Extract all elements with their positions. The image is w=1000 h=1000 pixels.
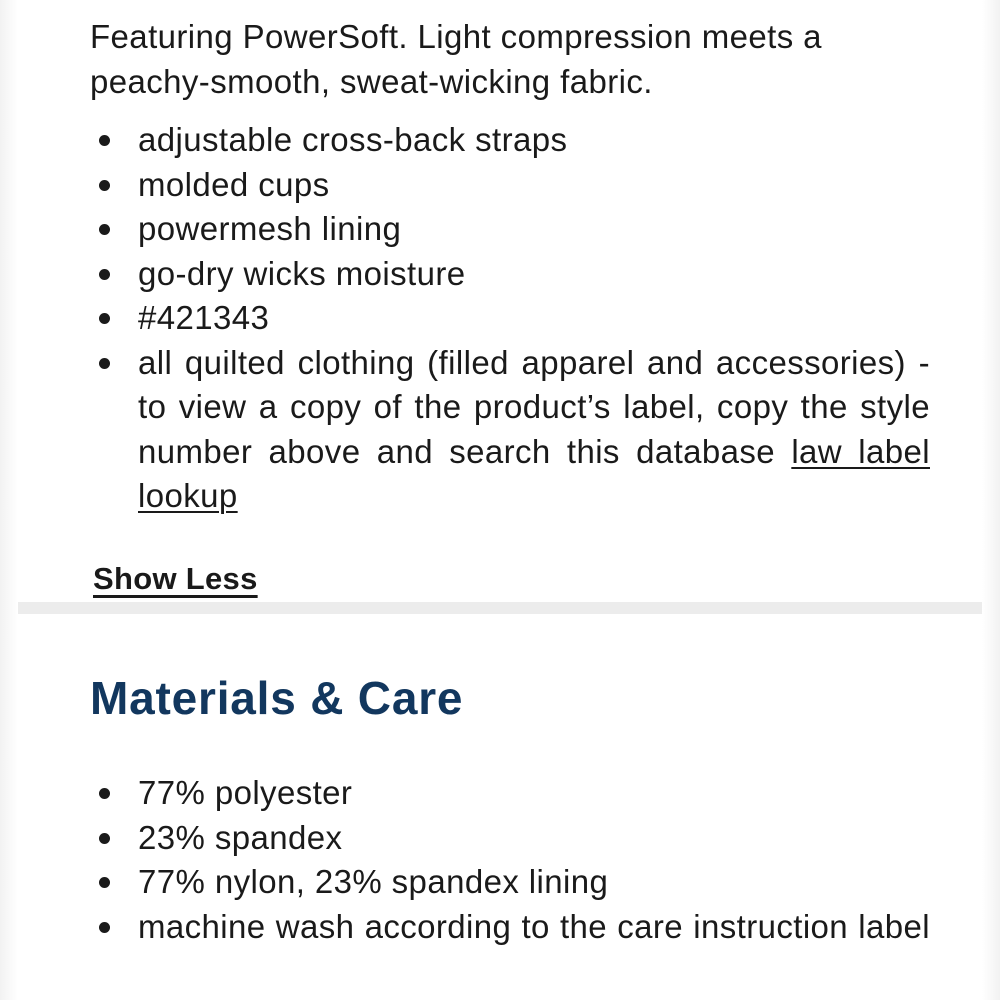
law-label-lookup-link[interactable]: law label lookup bbox=[138, 432, 930, 514]
feature-item: go-dry wicks moisture bbox=[90, 252, 930, 297]
quilted-note-text: all quilted clothing (filled apparel and accessories) - to view a copy of the product’s label, copy the style number above and search this database bbox=[138, 343, 930, 470]
materials-care-list bbox=[90, 771, 930, 994]
materials-care-heading: Materials & Care bbox=[90, 672, 464, 724]
feature-item: molded cups bbox=[90, 163, 930, 208]
care-instruction-item: machine wash according to the care instruction label bbox=[90, 905, 930, 994]
material-item: 77% nylon, 23% spandex lining bbox=[90, 860, 930, 905]
material-item: 23% spandex bbox=[90, 816, 930, 861]
material-item: 77% polyester bbox=[90, 771, 930, 816]
style-number: #421343 bbox=[90, 296, 930, 341]
section-divider bbox=[18, 602, 982, 614]
product-intro-text: Featuring PowerSoft. Light compression meets a peachy-smooth, sweat-wicking fabric. bbox=[90, 18, 822, 100]
show-less-link[interactable]: Show Less bbox=[93, 561, 258, 596]
feature-list bbox=[90, 118, 930, 519]
quilted-clothing-note bbox=[90, 341, 930, 519]
feature-item: adjustable cross-back straps bbox=[90, 118, 930, 163]
feature-item: powermesh lining bbox=[90, 207, 930, 252]
